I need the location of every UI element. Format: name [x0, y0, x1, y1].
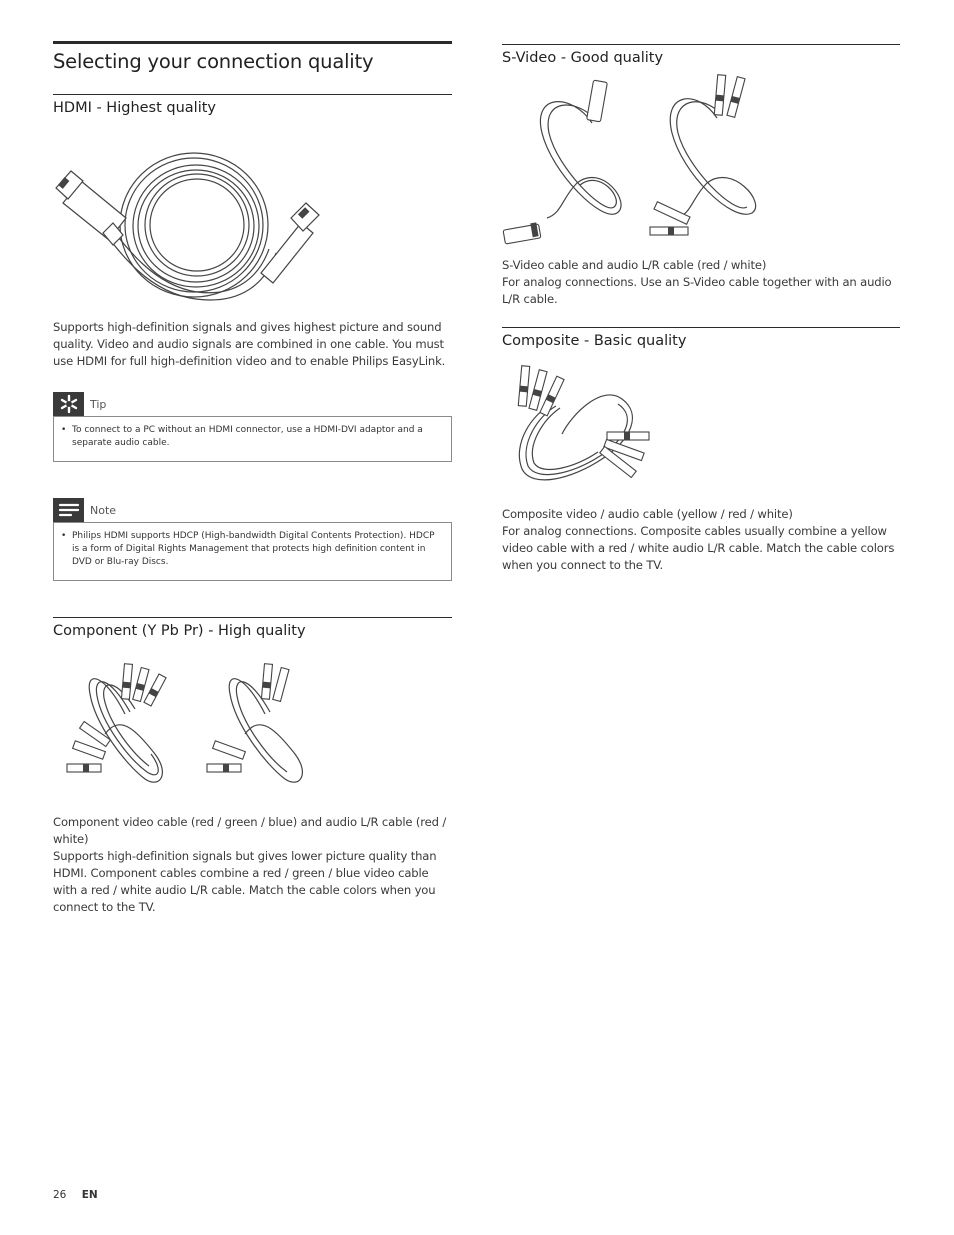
tip-text: To connect to a PC without an HDMI connector, use a HDMI-DVI adaptor and a separate audio cable.: [72, 425, 423, 448]
page-footer: [53, 1189, 98, 1201]
note-lines-icon: [53, 498, 84, 522]
tip-box: [53, 416, 452, 462]
note-text: Philips HDMI supports HDCP (High-bandwidth Digital Contents Protection). HDCP is a form of Digital Rights Management that protects high definition content in DVD or Blu-ray Discs.: [72, 531, 435, 567]
component-description: Supports high-definition signals but gives lower picture quality than HDMI. Component cables combine a red / green / blue video cable with a red / white audio L/R cable. Match the cable colors when you connect to the TV.: [53, 849, 437, 914]
left-column: [53, 41, 452, 916]
right-column: [502, 44, 900, 574]
svideo-caption: S-Video cable and audio L/R cable (red / white): [502, 258, 767, 272]
note-box: [53, 522, 452, 581]
component-cable-illustration: [65, 654, 452, 794]
svideo-text: [502, 257, 900, 308]
page-title: Selecting your connection quality: [53, 41, 452, 74]
bullet-icon: •: [61, 425, 67, 435]
asterisk-icon: [53, 392, 84, 416]
composite-description: For analog connections. Composite cables usually combine a yellow video cable with a red / white audio L/R cable. Match the cable colors when you connect to the TV.: [502, 524, 895, 572]
language-code: EN: [81, 1189, 98, 1201]
svideo-cable-illustration: [502, 73, 900, 245]
composite-heading: Composite - Basic quality: [502, 327, 900, 350]
composite-cable-illustration: [512, 364, 900, 488]
hdmi-description: [53, 319, 452, 370]
note-label: Note: [90, 503, 117, 517]
component-text: [53, 814, 452, 916]
hdmi-description-text: Supports high-definition signals and gives highest picture and sound quality. Video and audio signals are combined in one cable. You must use HDMI for full high-definition video and to enable Philips EasyLink.: [53, 320, 446, 368]
composite-text: [502, 506, 900, 574]
tip-header: [53, 392, 452, 416]
component-caption: Component video cable (red / green / blue) and audio L/R cable (red / white): [53, 815, 447, 846]
tip-label: Tip: [90, 397, 107, 411]
page-number: 26: [53, 1189, 67, 1201]
note-header: [53, 498, 452, 522]
hdmi-heading: HDMI - Highest quality: [53, 94, 452, 117]
hdmi-cable-illustration: [51, 143, 452, 309]
svideo-heading: S-Video - Good quality: [502, 44, 900, 67]
bullet-icon: •: [61, 531, 67, 541]
composite-caption: Composite video / audio cable (yellow / red / white): [502, 507, 793, 521]
note-callout: [53, 498, 452, 581]
component-heading: Component (Y Pb Pr) - High quality: [53, 617, 452, 640]
svideo-description: For analog connections. Use an S-Video cable together with an audio L/R cable.: [502, 275, 892, 306]
tip-callout: [53, 392, 452, 462]
